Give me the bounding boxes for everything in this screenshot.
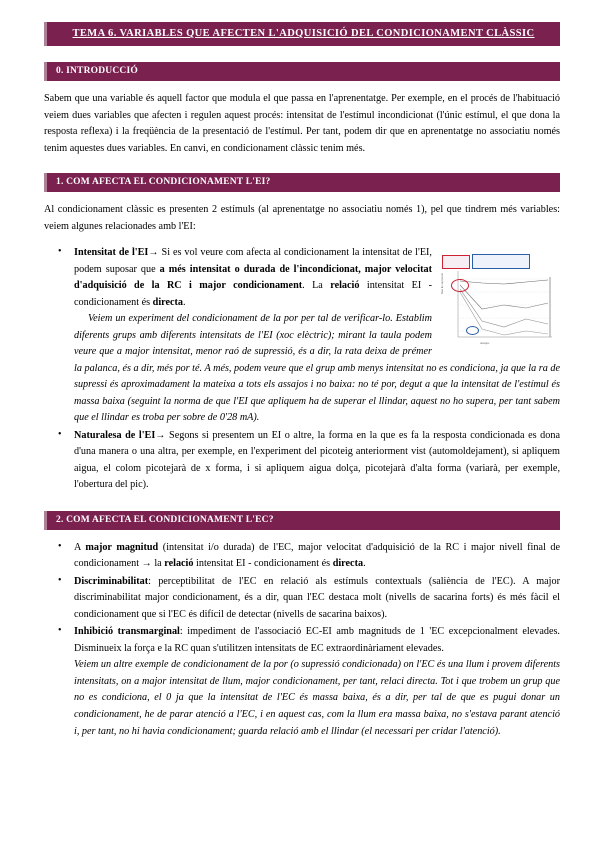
section-heading-2-label: 2. COM AFECTA EL CONDICIONAMENT L'EC?	[56, 514, 274, 525]
list-item	[44, 540, 560, 573]
figure-wrapper	[440, 247, 560, 347]
figure-y-axis-label: • Raó de supressió	[441, 273, 444, 294]
list-item	[44, 624, 560, 740]
list-item	[44, 574, 560, 624]
bullet-term-naturalesa: Naturalesa de l'EI	[74, 429, 156, 441]
section-heading-2	[44, 511, 560, 530]
section-heading-1	[44, 173, 560, 192]
document-content	[44, 0, 560, 741]
red-annotation-box	[442, 255, 470, 269]
bullet-term-inhibicio: Inhibició transmarginal	[74, 626, 180, 638]
document-title: TEMA 6. VARIABLES QUE AFECTEN L'ADQUISICIÓ DEL CONDICIONAMENT CLÀSSIC	[72, 28, 535, 39]
gap-intro	[44, 81, 560, 91]
section-heading-intro-label: 0. INTRODUCCIÓ	[56, 66, 138, 76]
bullet-prefix: A	[74, 541, 86, 553]
gap-before-s2	[44, 495, 560, 511]
red-annotation-circle	[451, 279, 469, 292]
list-item	[44, 428, 560, 494]
gap-s2	[44, 530, 560, 540]
bullet-text-1c: . La	[302, 280, 331, 292]
section1-bullet-list	[44, 245, 560, 494]
bullet-text-3b: relació	[164, 558, 194, 570]
section1-paragraph: Al condicionament clàssic es presenten 2 estímuls (al aprenentatge no associatiu només 1), pel que tindrem més variables: veiem algunes relacionades amb l'EI:	[44, 204, 560, 232]
bullet-text-1g: .	[183, 296, 186, 308]
blue-annotation-box	[472, 254, 530, 269]
arrow-icon: →	[155, 429, 166, 441]
bullet-italic-paragraph-2: Veiem un altre exemple de condicionament de la por (o supressió condicionada) on l'EC és una llum i provem diferents intensitats, on a major intensitat de llum, major condicionament, per tant, relaci directa. Tot i que trobem un grup que no es condiciona, el 0 ja que la intensitat de l'EC és massa baixa, és a dir, per tal de que es pugui donar un condicionament, he de parar atenció a l'EC, i en aquest cas, com la llum era massa baixa, no s'estava parant atenció i, per tant, no hi havia condicionament; guarda relació amb el llindar (el necessari per cridar l'atenció).	[74, 659, 560, 737]
top-spacer	[44, 0, 560, 22]
section-heading-1-label: 1. COM AFECTA EL CONDICIONAMENT L'EI?	[56, 177, 271, 188]
bullet-text-1d: relació	[330, 280, 360, 292]
bullet-text-1a: Si es vol veure com afecta al condicionament la intensitat de l'EI, podem suposar que	[74, 247, 432, 275]
bullet-text-3c: intensitat EI - condicionament és	[193, 558, 333, 570]
bullet-term-magnitud: major magnitud	[85, 541, 159, 553]
bullet-text-1e: intensitat EI - condicionament és	[74, 280, 433, 308]
bullet-text-1b: a més intensitat o durada de l'incondicionat, major velocitat d'adquisició de la RC i major condicionament	[74, 263, 433, 292]
gap-after-title	[44, 46, 560, 62]
section2-bullet-list	[44, 540, 560, 740]
bullet-text-2: Segons si presentem un EI o altre, la forma en la que es fa la resposta condicionada es dona d'una manera o una altra, per exemple, en l'experiment del picoteig anteriorment vist (automoldejament), si apliquem aigua, el colom picotejarà de x forma, i si apliquem aigua dolça, picotejarà d'alta forma (variarà, per exemple, l'obertura del pic).	[74, 429, 560, 491]
list-item	[44, 245, 560, 427]
bullet-italic-paragraph-1: Veiem un experiment del condicionament de la por per tal de verificar-lo. Establim diferents grups amb diferents intensitats de l'EI (xoc elèctric); mirant la taula podem veure que a major intensitat, menor raó de supressió, és a dir, la rata deixa de prémer la palanca, és a dir, més por té. A més, podem veure que el grup amb menys intensitat no es condiciona, ja que la ra de supressi és aproximadament la mateixa a tots els assajos i no baixa: no té por, degut a que la intensitat de l'estímul és massa baixa (seguint la norma de que l'EI que apliquem ha de superar el llindar, aquest no ho supera, per tant sabem que el llindar es troba per sobre de 0'28 mA).	[74, 313, 560, 424]
bullet-text-5: : impediment de l'associació EC-EI amb magnituds de 1 'EC excepcionalment elevades. Disminueix la força e la RC quan s'utilitzen intensitats de EC extraordinàriament elevades.	[74, 626, 560, 654]
bullet-text-3d: directa	[332, 558, 364, 570]
arrow-icon: →	[148, 247, 159, 259]
bullet-text-3e: .	[363, 558, 366, 570]
figure-x-axis-label: Assajos	[480, 341, 490, 346]
gap-s1	[44, 192, 560, 202]
bullet-term-discriminabilitat: Discriminabilitat	[74, 575, 149, 587]
bullet-text-1f: directa	[152, 296, 184, 308]
bullet-text-4: : perceptibilitat de l'EC en relació als estímuls contextuals (saliència de l'EC). A major discriminabilitat major condicionament, és a dir, quan l'EC destaca molt (nivells de sacarina forts) és més fàcil el condicionament que si l'EC és difícil de detectar (nivells de sacarina baixos).	[74, 575, 560, 620]
intro-paragraph: Sabem que una variable és aquell factor que modula el que passa en l'aprenentatge. Per exemple, en el procés de l'habituació veiem dues variables que afecten i regulen aquest procés: intensitat de l'estímul incondicionat (l'únic estímul, el que dona la resposta reflexa) i la freqüència de la presentació de l'estímul. Per tant, podem dir que en aprenentatge no associatiu només tenim aquestes dues variables. En canvi, en condicionament clàssic tenim més.	[44, 93, 560, 154]
gap-before-s1	[44, 157, 560, 173]
bullet-text-3a: (intensitat i/o durada) de l'EC, major velocitat d'adquisició de la RC i major nivell final de condicionament → la	[74, 541, 560, 570]
gap-s1-bullets	[44, 235, 560, 245]
grafic-rao-de-supressio	[440, 247, 560, 347]
document-title-banner	[44, 22, 560, 46]
section-heading-intro	[44, 62, 560, 81]
bullet-term-intensitat: Intensitat de l'EI	[74, 247, 149, 259]
